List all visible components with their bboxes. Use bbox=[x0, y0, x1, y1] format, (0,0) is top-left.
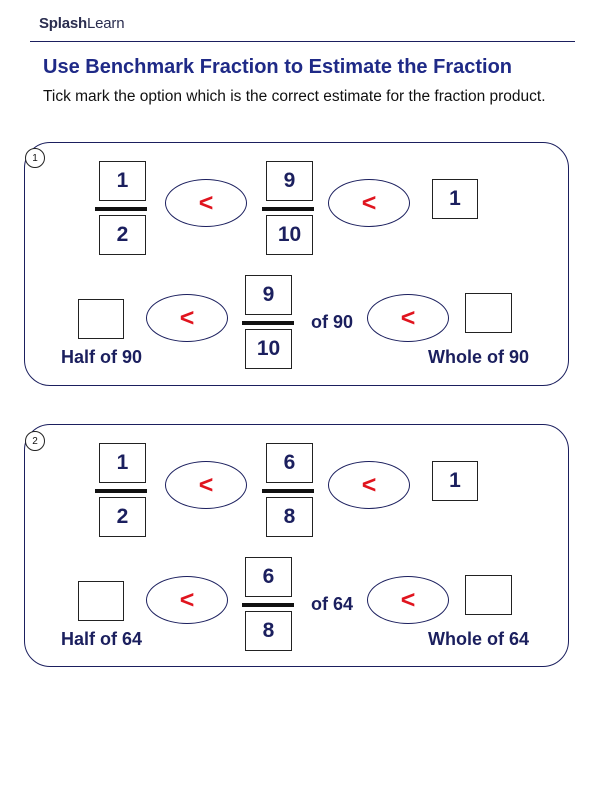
benchmark-denominator: 2 bbox=[99, 497, 146, 537]
comparison-oval[interactable]: < bbox=[146, 576, 228, 624]
brand-name-bold: Splash bbox=[39, 15, 87, 32]
fraction-bar bbox=[242, 603, 294, 607]
comparison-oval[interactable]: < bbox=[328, 461, 410, 509]
fraction-denominator: 8 bbox=[266, 497, 313, 537]
comparison-oval[interactable]: < bbox=[328, 179, 410, 227]
splashlearn-logo bbox=[39, 15, 124, 32]
fraction-bar bbox=[95, 207, 147, 211]
worksheet-instruction: Tick mark the option which is the correct estimate for the fraction product. bbox=[43, 88, 546, 105]
half-estimate-checkbox[interactable] bbox=[78, 581, 124, 621]
fraction-bar bbox=[262, 489, 314, 493]
of-number-text: of 90 bbox=[311, 312, 354, 332]
half-label: Half of 90 bbox=[61, 347, 143, 367]
fraction-denominator: 8 bbox=[245, 611, 292, 651]
whole-number-box: 1 bbox=[432, 179, 478, 219]
header-rule bbox=[30, 41, 575, 42]
fraction-bar bbox=[262, 207, 314, 211]
fraction-bar bbox=[242, 321, 294, 325]
comparison-oval[interactable]: < bbox=[165, 179, 247, 227]
fraction-numerator: 6 bbox=[245, 557, 292, 597]
comparison-oval[interactable]: < bbox=[367, 294, 449, 342]
comparison-oval[interactable]: < bbox=[165, 461, 247, 509]
whole-number-box: 1 bbox=[432, 461, 478, 501]
half-estimate-checkbox[interactable] bbox=[78, 299, 124, 339]
half-label: Half of 64 bbox=[61, 629, 143, 649]
benchmark-numerator: 1 bbox=[99, 443, 146, 483]
benchmark-numerator: 1 bbox=[99, 161, 146, 201]
whole-label: Whole of 90 bbox=[428, 347, 530, 367]
fraction-denominator: 10 bbox=[266, 215, 313, 255]
whole-estimate-checkbox[interactable] bbox=[465, 293, 512, 333]
brand-name-rest: Learn bbox=[86, 15, 125, 32]
fraction-numerator: 9 bbox=[266, 161, 313, 201]
question-number-1: 1 bbox=[25, 148, 45, 168]
fraction-numerator: 9 bbox=[245, 275, 292, 315]
fraction-bar bbox=[95, 489, 147, 493]
comparison-oval[interactable]: < bbox=[146, 294, 228, 342]
whole-estimate-checkbox[interactable] bbox=[465, 575, 512, 615]
worksheet-title: Use Benchmark Fraction to Estimate the Fraction bbox=[43, 56, 513, 78]
fraction-denominator: 10 bbox=[245, 329, 292, 369]
of-number-text: of 64 bbox=[311, 594, 354, 614]
comparison-oval[interactable]: < bbox=[367, 576, 449, 624]
benchmark-denominator: 2 bbox=[99, 215, 146, 255]
question-number-2: 2 bbox=[25, 431, 45, 451]
whole-label: Whole of 64 bbox=[428, 629, 530, 649]
fraction-numerator: 6 bbox=[266, 443, 313, 483]
